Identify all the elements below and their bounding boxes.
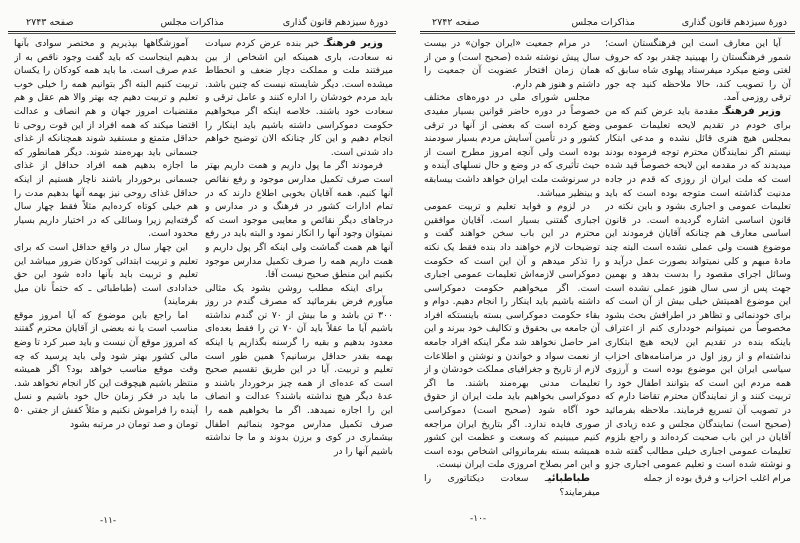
paragraph-text: ـ مقدمة باید عرض کنم که من برای خودم در تقدیم لایحه تعلیمات عمومی بمجلس هیچ هنری قائل نشده و مدعی ابتکار نیستم اگر نمایندگان محترم توجه فرموده بودند میدیدند که در مقدمه این لایحه خصوصاً قید شده است که ملت ایران از روزی که قدم در جاده مدنیت گذاشته است متوجه بوده است که باید تعلیمات عمومی و اجباری بشود و باین نکته در قانون اساسی اشاره گردیده است. در قانون اساسی معارف هم چنانکه آقایان فرمودند این موضوع هست ولی عملی نشده است البته چند مادهٔ مبهم و کلی نمیتواند بصورت عمل درآید و وسائل اجرای مقصود را بدست بدهد و بهمین جهت پس از سی سال هنوز عملی نشده است این موضوع اهمیتش خیلی بیش از آن است که برای خودنمائی و تظاهر در اطرافش بحث بشود مخصوصاً من نمیتوانم خودداری کنم از اعتراف باینکه بنده در تقدیم این لایحه هیچ ابتکاری نداشته‌ام و از روز اول در مرامنامه‌های احزاب سیاسی ایران این موضوع بوده است و آرزوی همه مردم این است که بتوانند اطفال خود را تربیت کنند و از نمایندگان محترم تقاضا دارم که در تصویب آن تسریع فرمایند. ملاحظه بفرمائید (صحیح است) نمایندگان مجلس و عده زیادی از آقایان در این باب صحبت کرده‌اند و راجع بلزوم تعلیمات عمومی اجباری خیلی مطالب گفته شده و نوشته شده است و تعلیم عمومی اجباری جزو مرام اغلب احزاب و فرق بوده از جمله	[605, 105, 791, 484]
paragraph	[424, 91, 600, 200]
paragraph	[205, 282, 393, 459]
paragraph	[424, 472, 600, 499]
text-column-right	[605, 37, 791, 505]
paragraph-text: مجلس شورای ملی در دوره‌های مختلف خصوصاً در دوره حاضر قوانین بسیار مفیدی وضع کرده است که بعضی از آنها در ترقی کشور و در تأمین آسایش مردم بسیار سودمند بوده است ولی آنچه امروز مطرح است از حیث تأثیری که در وضع و حال نسلهای آینده و در سرنوشت ملت ایران خواهد داشت بیسابقه و بینظیر میباشد.	[424, 92, 600, 199]
paragraph	[205, 159, 393, 281]
session-title: دورهٔ سیزدهم قانون گذاری	[282, 17, 388, 28]
page-header	[8, 17, 396, 31]
paragraph-text: ـ سعادت دیکتاتوری را میفرمایند؟	[424, 473, 600, 498]
header-rule	[8, 31, 396, 34]
page-header	[420, 17, 795, 31]
text-column-left	[14, 37, 198, 505]
page-number: صفحه ۲۷۴۳	[26, 17, 74, 28]
paragraph-text: آیا این معارف است این فرهنگستان است؛ شمور فرهنگستان را بهبینید چقدر بود که حروف لغتی وضع میکرد میفرستاد پهلوی شاه سابق که آن را تصویب کند، حالا ملاحظه کنید چه جور ترقی روزمی آمد.	[605, 38, 791, 104]
page-footer-number: -۱۰-	[470, 514, 487, 524]
publication-title: مذاکرات مجلس	[160, 17, 224, 28]
paragraph	[605, 105, 791, 486]
speaker-name: طباطبائی	[547, 473, 590, 484]
paragraph	[14, 241, 198, 309]
session-title: دورهٔ سیزدهم قانون گذاری	[681, 17, 787, 28]
paragraph-text: این چهار سال در واقع حداقل است که برای تعلیم و تربیت ابتدائی کودکان ضرور میباشد این تعلیم و تربیت باید بآنها داده شود این حق خدادادی است (طباطبائی ـ که حتماً نان میل بفرمایند)	[14, 241, 198, 308]
speaker-name: وزیر فرهنگ	[326, 38, 384, 49]
text-column-right	[205, 37, 393, 505]
paragraph-text: در مرام جمعیت «ایران جوان» در بیست سال پیش نوشته شده (صحیح است) و من از همان زمان افتخار عضویت آن جمعیت را داشتم و هنوز هم دارم.	[424, 38, 600, 90]
paragraph-text: فرمودند اگر ما پول داریم و همت داریم بهتر است صرف تکمیل مدارس موجود و رفع نقائص آنها کنیم. همه آقایان بخوبی اطلاع دارند که در تمام ادارات کشور در فرهنگ و در مدارس و درجاهای دیگر نقائص و معایبی موجود است که نمیتوان وجود آنها را انکار نمود و البته باید در رفع آنها هم همت گماشت ولی اینکه اگر پول داریم و همت داریم همه را صرف تکمیل مدارس موجود بکنیم این منطق صحیح نیست آقا.	[205, 160, 393, 281]
paragraph-text: آموزشگاهها بپذیریم و مختصر سوادی بآنها بدهیم اینجاست که باید گفت وجود ناقص به از عدم صرف است. ما باید همه کودکان را یکسان تربیت کنیم البته اگر بتوانیم همه را خیلی خوب تعلیم و تربیت دهیم چه بهتر والا هم عقل و هم مقتضیات امروز جهان و هم انصاف و عدالت اقتضا میکند که همه افراد از این قوت روحی تا حداقل متمتع و مستفید شوند همچنانکه از غذای جسمانی باید بهره‌مند شوند. دیگر همانطور که ما اجازه بدهیم همه افراد حداقل از غذای جسمانی برخوردار باشند ناچار هستیم از اینکه حداقل غذای روحی نیز بهمه آنها بدهیم مدت را هم خیلی کوتاه کرده‌ایم مثلاً فقط چهار سال گرفته‌ایم زیرا وسائلی که در اختیار داریم بسیار محدود است.	[14, 38, 198, 240]
header-rule	[420, 31, 795, 34]
paragraph	[605, 37, 791, 105]
page-2742	[400, 0, 800, 543]
paragraph-text: برای اینکه مطلب روشن بشود یک مثالی میآورم فرض بفرمائید که مصرف گندم در روز ۳۰۰ تن باشد و ما بیش از ۷۰ تن گندم نداشته باشیم آیا ما عقلاً باید آن ۷۰ تن را فقط بعده‌ای معدود بدهیم و بقیه را گرسنه بگذاریم یا اینکه بهمه بقدر حداقل برسانیم؟ همین طور است تعلیم و تربیت. آیا در این طریق تقسیم صحیح است که عده‌ای از همه چیز برخوردار باشند و عدهٔ دیگر هیچ نداشته باشند؟ عدالت و انصاف این را اجازه نمیدهد. اگر ما بخواهیم همه را صرف تکمیل مدارس موجود بنمائیم اطفال بیشماری در کوی و برزن بدوند و ما جا نداشته باشیم آنها را در	[205, 282, 393, 457]
page-number: صفحه ۲۷۴۲	[432, 17, 480, 28]
paragraph	[424, 37, 600, 91]
paragraph	[14, 309, 198, 431]
paragraph	[424, 200, 600, 472]
page-footer-number: -۱۱-	[100, 516, 117, 526]
publication-title: مذاکرات مجلس	[571, 17, 635, 28]
paragraph-text: در لزوم و فواید تعلیم و تربیت عمومی اجباری گفتنی بسیار است. آقایان موافقین محترم در این باب سخن خواهند گفت و توضیحات لازم خواهند داد بنده فقط یک نکته را تذکر میدهم و آن این است که حکومت دموکراسی لازمه‌اش تعلیمات عمومی اجباری است. اگر میخواهیم حکومت دموکراسی داشته باشیم باید اینکار را انجام دهیم. دوام و بقاء حکومت دموکراسی بسته باینستکه افراد آن جامعه بی بحقوق و تکالیف خود ببرند و این امر حاصل نخواهد شد مگر اینکه افراد جامعه از نعمت سواد و خواندن و نوشتن و اطلاعات لازم از تاریخ و جغرافیای مملکت خودشان و از تعلیمات مدنی بهره‌مند باشند. ما اگر دموکراسی بخواهیم باید ملت ایران از حقوق خود آگاه شود (صحیح است) دموکراسی صوری فایده ندارد. اگر بتاریخ ایران مراجعه کنیم میبینیم که وسعت و عظمت این کشور همیشه بسته بفرمانروائی اشخاص بوده است و این امر بصلاح امروزی ملت ایران نیست.	[424, 201, 600, 471]
paragraph	[14, 37, 198, 241]
text-column-left	[424, 37, 600, 505]
paragraph	[205, 37, 393, 159]
paragraph-text: اما راجع باین موضوع که آیا امروز موقع مناسب است یا نه بعضی از آقایان محترم گفتند که امروز موقع آن نیست و باید صبر کرد تا وضع مالی کشور بهتر شود ولی باید پرسید که چه وقت موقع مناسب خواهد بود؟ اگر همیشه منتظر باشیم هیچوقت این کار انجام نخواهد شد. ما باید در فکر زمان حال خود باشیم و نسل آینده را فراموش نکنیم و مثلاً کفش از جفتی ۵۰ تومان و صد تومان در مرتبه بشود	[14, 309, 198, 430]
paragraph-text: ـ خیر بنده عرض کردم سیادت نه سعادت، باری همینکه این اشخاص از بین میرفتند ملت و مملکت دچار ضعف و انحطاط میشده است. دیگر شایسته نیست که چنین باشد. باید مردم خودشان را اداره کنند و عامل ترقی و سعادت خود باشند. خلاصه اینکه اگر میخواهیم حکومت دموکراسی داشته باشیم باید اینکار را انجام دهیم و این کار چنانکه الان توضیح خواهم داد شدنی است.	[205, 38, 393, 158]
speaker-name: وزیر فرهنگ	[725, 105, 781, 117]
